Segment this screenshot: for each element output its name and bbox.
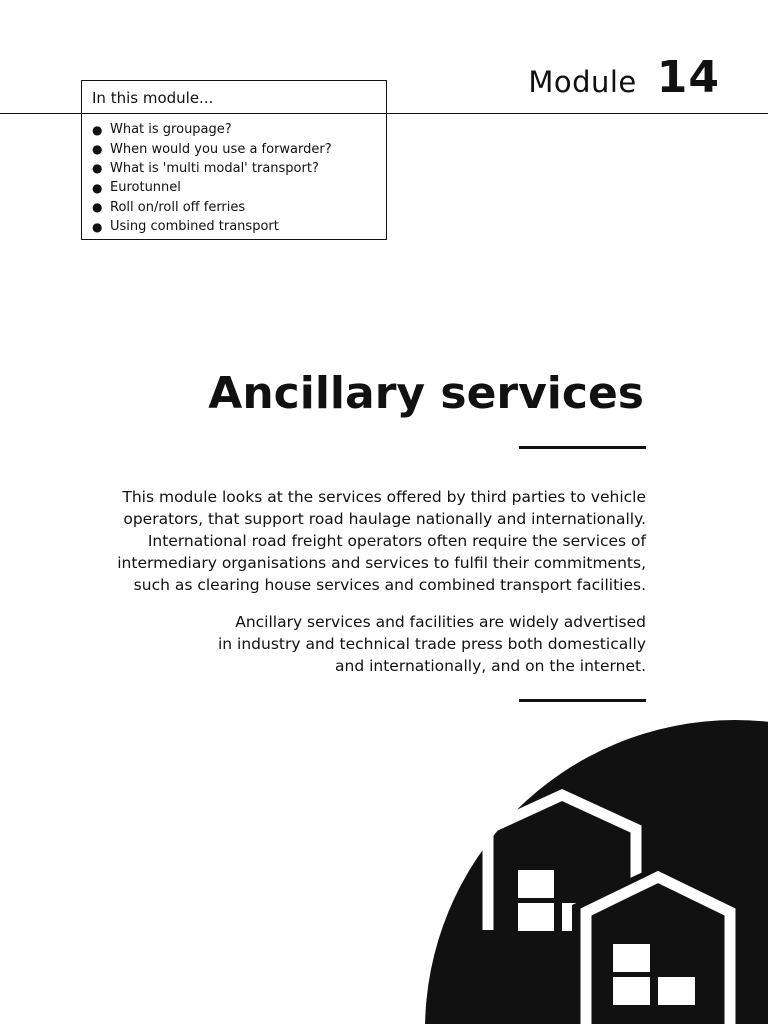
intro-paragraph-2 — [106, 611, 646, 677]
intro-paragraph-1 — [106, 486, 646, 596]
bullet-icon: ● — [92, 161, 103, 176]
list-item — [92, 139, 386, 158]
list-item-text: Roll on/roll off ferries — [110, 199, 246, 215]
list-item — [92, 217, 386, 236]
in-this-module-title: In this module... — [82, 81, 386, 114]
intro-line: intermediary organisations and services to fulfil their commitments, — [117, 554, 646, 572]
intro-line: International road freight operators often require the services of — [147, 532, 646, 550]
bullet-icon: ● — [92, 142, 103, 157]
title-underline — [519, 446, 646, 449]
intro-line: Ancillary services and facilities are widely advertised — [235, 613, 646, 631]
page-title: Ancillary services — [208, 368, 644, 419]
list-item-text: What is 'multi modal' transport? — [110, 160, 319, 176]
list-item-text: Using combined transport — [110, 219, 279, 235]
list-item — [92, 198, 386, 217]
intro-line: This module looks at the services offered by third parties to vehicle — [122, 488, 646, 506]
bullet-icon: ● — [92, 180, 103, 195]
list-item-text: Eurotunnel — [110, 180, 181, 196]
intro-line: such as clearing house services and combined transport facilities. — [133, 576, 646, 594]
in-this-module-box — [81, 80, 387, 240]
list-item — [92, 159, 386, 178]
list-item-text: What is groupage? — [110, 122, 232, 138]
list-item — [92, 178, 386, 197]
intro-line: operators, that support road haulage nationally and internationally. — [123, 510, 646, 528]
bullet-icon: ● — [92, 200, 103, 215]
bullet-icon: ● — [92, 122, 103, 137]
list-item-text: When would you use a forwarder? — [110, 141, 332, 157]
intro-line: and internationally, and on the internet. — [335, 657, 646, 675]
warehouse-buildings-icon — [410, 700, 768, 1024]
module-label — [528, 52, 720, 103]
in-this-module-list — [82, 114, 386, 236]
intro-line: in industry and technical trade press both domestically — [217, 635, 646, 653]
module-number: 14 — [656, 52, 720, 103]
bullet-icon: ● — [92, 219, 103, 234]
list-item — [92, 120, 386, 139]
module-word: Module — [528, 65, 637, 99]
